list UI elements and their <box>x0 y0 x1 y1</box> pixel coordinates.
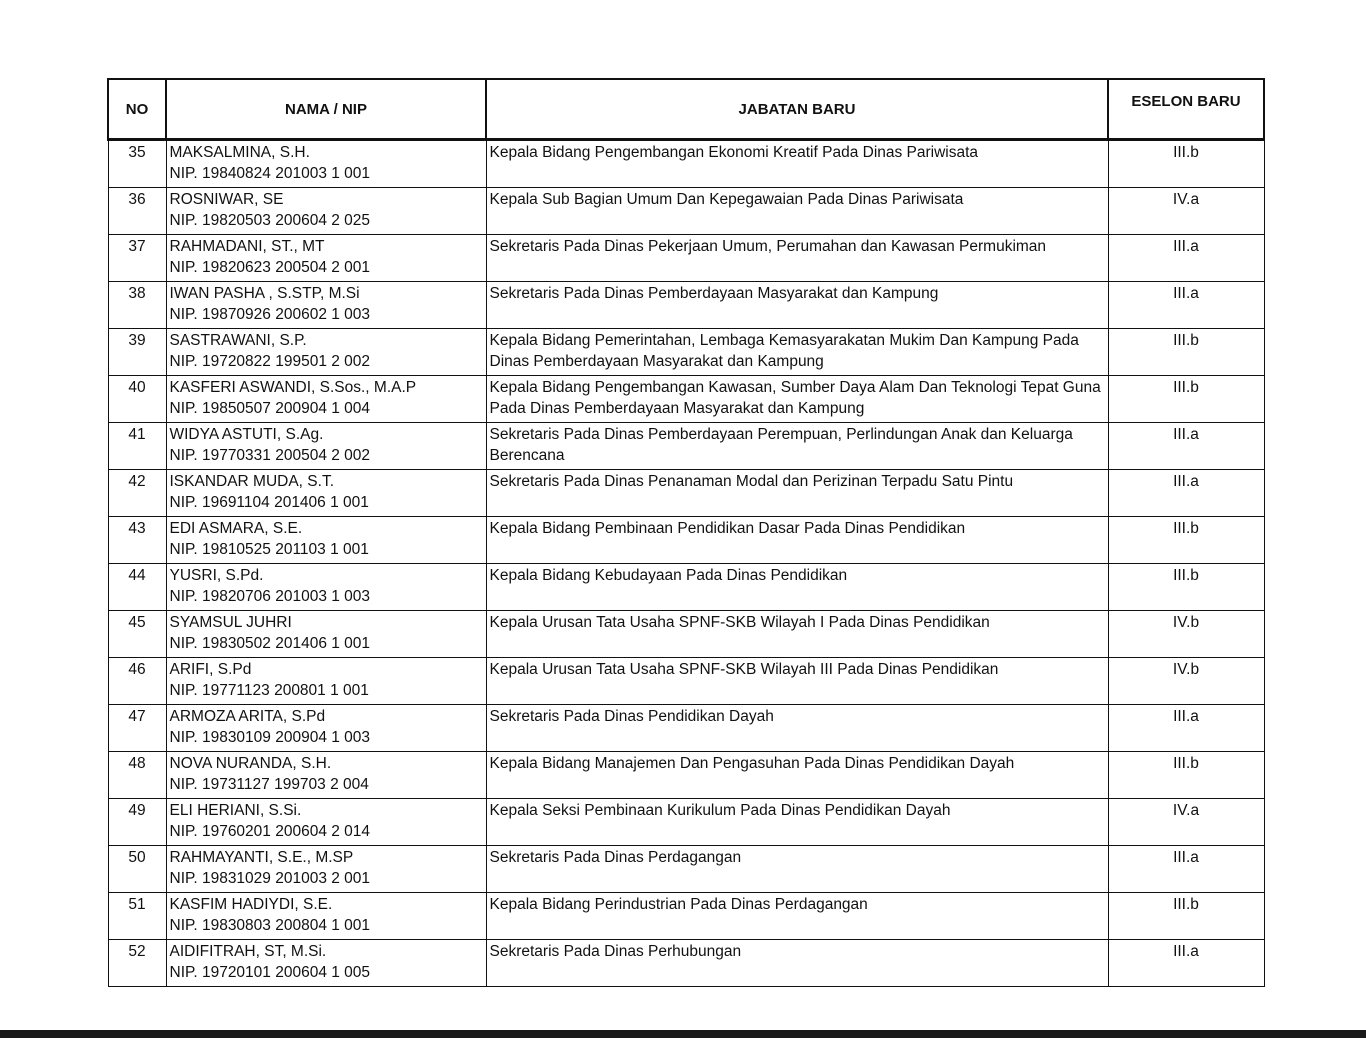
new-position: Kepala Bidang Kebudayaan Pada Dinas Pendidikan <box>489 567 848 584</box>
table-row <box>108 188 1264 235</box>
nama-nip-cell <box>166 470 486 517</box>
employee-name: KASFIM HADIYDI, S.E. <box>169 896 333 913</box>
page-bottom-edge <box>0 1030 1366 1038</box>
row-number: 40 <box>108 376 166 423</box>
row-number: 35 <box>108 140 166 188</box>
jabatan-cell <box>486 423 1108 470</box>
jabatan-cell <box>486 517 1108 564</box>
employee-name: ROSNIWAR, SE <box>169 191 284 208</box>
new-position: Sekretaris Pada Dinas Pemberdayaan Masyarakat dan Kampung <box>489 285 939 302</box>
eselon-cell: III.a <box>1108 470 1264 517</box>
jabatan-cell <box>486 705 1108 752</box>
jabatan-cell <box>486 188 1108 235</box>
employee-nip: NIP. 19820706 201003 1 003 <box>169 587 371 605</box>
eselon-cell: III.a <box>1108 282 1264 329</box>
nama-nip-cell <box>166 893 486 940</box>
document-page <box>107 78 1263 987</box>
employee-nip: NIP. 19810525 201103 1 001 <box>169 540 369 558</box>
table-row <box>108 846 1264 893</box>
eselon-cell: III.b <box>1108 376 1264 423</box>
jabatan-cell <box>486 846 1108 893</box>
eselon-cell: III.a <box>1108 235 1264 282</box>
nama-nip-cell <box>166 140 486 188</box>
employee-nip: NIP. 19720822 199501 2 002 <box>169 352 371 370</box>
employee-name: NOVA NURANDA, S.H. <box>169 755 332 772</box>
jabatan-cell <box>486 282 1108 329</box>
row-number: 44 <box>108 564 166 611</box>
row-number: 51 <box>108 893 166 940</box>
eselon-cell: III.a <box>1108 846 1264 893</box>
employee-name: ARIFI, S.Pd <box>169 661 252 678</box>
nama-nip-cell <box>166 846 486 893</box>
employee-nip: NIP. 19770331 200504 2 002 <box>169 446 371 464</box>
new-position: Kepala Bidang Pembinaan Pendidikan Dasar Pada Dinas Pendidikan <box>489 520 966 537</box>
new-position: Kepala Bidang Pemerintahan, Lembaga Kemasyarakatan Mukim Dan Kampung Pada Dinas Pemberdayaan Masyarakat dan Kampung <box>489 332 1079 370</box>
row-number: 42 <box>108 470 166 517</box>
employee-name: ARMOZA ARITA, S.Pd <box>169 708 326 725</box>
table-body <box>108 140 1264 987</box>
table-row <box>108 611 1264 658</box>
jabatan-cell <box>486 376 1108 423</box>
table-row <box>108 423 1264 470</box>
employee-nip: NIP. 19830109 200904 1 003 <box>169 728 371 746</box>
employee-nip: NIP. 19870926 200602 1 003 <box>169 305 371 323</box>
employee-name: RAHMADANI, ST., MT <box>169 238 325 255</box>
table-row <box>108 235 1264 282</box>
header-no: NO <box>108 79 166 140</box>
employee-name: EDI ASMARA, S.E. <box>169 520 303 537</box>
new-position: Sekretaris Pada Dinas Pendidikan Dayah <box>489 708 774 725</box>
table-header-row <box>108 79 1264 140</box>
employee-name: SASTRAWANI, S.P. <box>169 332 307 349</box>
employee-name: RAHMAYANTI, S.E., M.SP <box>169 849 354 866</box>
row-number: 43 <box>108 517 166 564</box>
table-row <box>108 752 1264 799</box>
table-row <box>108 658 1264 705</box>
eselon-cell: III.a <box>1108 705 1264 752</box>
nama-nip-cell <box>166 799 486 846</box>
nama-nip-cell <box>166 940 486 987</box>
table-row <box>108 329 1264 376</box>
row-number: 38 <box>108 282 166 329</box>
eselon-cell: IV.a <box>1108 799 1264 846</box>
jabatan-cell <box>486 799 1108 846</box>
eselon-cell: III.b <box>1108 752 1264 799</box>
nama-nip-cell <box>166 752 486 799</box>
employee-nip: NIP. 19691104 201406 1 001 <box>169 493 369 511</box>
nama-nip-cell <box>166 423 486 470</box>
employee-nip: NIP. 19830803 200804 1 001 <box>169 916 371 934</box>
jabatan-cell <box>486 564 1108 611</box>
jabatan-cell <box>486 658 1108 705</box>
employee-name: ISKANDAR MUDA, S.T. <box>169 473 334 490</box>
header-jabatan-baru: JABATAN BARU <box>486 79 1108 140</box>
new-position: Kepala Bidang Perindustrian Pada Dinas Perdagangan <box>489 896 868 913</box>
eselon-cell: III.a <box>1108 940 1264 987</box>
eselon-cell: III.b <box>1108 517 1264 564</box>
nama-nip-cell <box>166 376 486 423</box>
eselon-cell: III.b <box>1108 140 1264 188</box>
table-row <box>108 517 1264 564</box>
jabatan-cell <box>486 329 1108 376</box>
eselon-cell: IV.a <box>1108 188 1264 235</box>
new-position: Kepala Urusan Tata Usaha SPNF-SKB Wilayah III Pada Dinas Pendidikan <box>489 661 999 678</box>
eselon-cell: III.b <box>1108 893 1264 940</box>
employee-nip: NIP. 19820503 200604 2 025 <box>169 211 371 229</box>
row-number: 48 <box>108 752 166 799</box>
jabatan-cell <box>486 235 1108 282</box>
nama-nip-cell <box>166 329 486 376</box>
new-position: Kepala Bidang Pengembangan Kawasan, Sumber Daya Alam Dan Teknologi Tepat Guna Pada Dinas Pemberdayaan Masyarakat dan Kampung <box>489 379 1101 417</box>
row-number: 46 <box>108 658 166 705</box>
table-row <box>108 799 1264 846</box>
table-row <box>108 705 1264 752</box>
jabatan-cell <box>486 752 1108 799</box>
table-row <box>108 140 1264 188</box>
employee-nip: NIP. 19830502 201406 1 001 <box>169 634 371 652</box>
jabatan-cell <box>486 470 1108 517</box>
nama-nip-cell <box>166 517 486 564</box>
employee-name: YUSRI, S.Pd. <box>169 567 264 584</box>
nama-nip-cell <box>166 188 486 235</box>
table-row <box>108 470 1264 517</box>
new-position: Kepala Sub Bagian Umum Dan Kepegawaian Pada Dinas Pariwisata <box>489 191 964 208</box>
row-number: 45 <box>108 611 166 658</box>
nama-nip-cell <box>166 564 486 611</box>
row-number: 39 <box>108 329 166 376</box>
employee-name: WIDYA ASTUTI, S.Ag. <box>169 426 324 443</box>
employee-name: MAKSALMINA, S.H. <box>169 144 310 161</box>
employee-name: IWAN PASHA , S.STP, M.Si <box>169 285 360 302</box>
header-eselon-baru: ESELON BARU <box>1108 79 1264 140</box>
new-position: Sekretaris Pada Dinas Perdagangan <box>489 849 742 866</box>
table-row <box>108 940 1264 987</box>
nama-nip-cell <box>166 658 486 705</box>
nama-nip-cell <box>166 282 486 329</box>
row-number: 50 <box>108 846 166 893</box>
employee-nip: NIP. 19720101 200604 1 005 <box>169 963 371 981</box>
row-number: 41 <box>108 423 166 470</box>
employee-nip: NIP. 19731127 199703 2 004 <box>169 775 369 793</box>
nama-nip-cell <box>166 705 486 752</box>
table-row <box>108 376 1264 423</box>
row-number: 37 <box>108 235 166 282</box>
new-position: Kepala Bidang Pengembangan Ekonomi Kreatif Pada Dinas Pariwisata <box>489 144 979 161</box>
row-number: 47 <box>108 705 166 752</box>
employee-nip: NIP. 19760201 200604 2 014 <box>169 822 371 840</box>
row-number: 36 <box>108 188 166 235</box>
jabatan-cell <box>486 140 1108 188</box>
new-position: Kepala Bidang Manajemen Dan Pengasuhan Pada Dinas Pendidikan Dayah <box>489 755 1015 772</box>
eselon-cell: III.a <box>1108 423 1264 470</box>
jabatan-cell <box>486 940 1108 987</box>
employee-nip: NIP. 19831029 201003 2 001 <box>169 869 371 887</box>
new-position: Sekretaris Pada Dinas Penanaman Modal dan Perizinan Terpadu Satu Pintu <box>489 473 1014 490</box>
eselon-cell: IV.b <box>1108 611 1264 658</box>
nama-nip-cell <box>166 235 486 282</box>
appointment-table <box>107 78 1265 987</box>
table-row <box>108 282 1264 329</box>
new-position: Sekretaris Pada Dinas Perhubungan <box>489 943 742 960</box>
jabatan-cell <box>486 893 1108 940</box>
new-position: Sekretaris Pada Dinas Pemberdayaan Perempuan, Perlindungan Anak dan Keluarga Berencana <box>489 426 1073 464</box>
jabatan-cell <box>486 611 1108 658</box>
eselon-cell: III.b <box>1108 329 1264 376</box>
employee-name: AIDIFITRAH, ST, M.Si. <box>169 943 327 960</box>
employee-name: KASFERI ASWANDI, S.Sos., M.A.P <box>169 379 417 396</box>
row-number: 49 <box>108 799 166 846</box>
employee-nip: NIP. 19820623 200504 2 001 <box>169 258 371 276</box>
eselon-cell: III.b <box>1108 564 1264 611</box>
table-row <box>108 893 1264 940</box>
new-position: Kepala Urusan Tata Usaha SPNF-SKB Wilayah I Pada Dinas Pendidikan <box>489 614 990 631</box>
new-position: Sekretaris Pada Dinas Pekerjaan Umum, Perumahan dan Kawasan Permukiman <box>489 238 1047 255</box>
nama-nip-cell <box>166 611 486 658</box>
header-nama-nip: NAMA / NIP <box>166 79 486 140</box>
employee-name: SYAMSUL JUHRI <box>169 614 292 631</box>
row-number: 52 <box>108 940 166 987</box>
employee-nip: NIP. 19850507 200904 1 004 <box>169 399 371 417</box>
employee-nip: NIP. 19771123 200801 1 001 <box>169 681 369 699</box>
eselon-cell: IV.b <box>1108 658 1264 705</box>
employee-nip: NIP. 19840824 201003 1 001 <box>169 164 371 182</box>
new-position: Kepala Seksi Pembinaan Kurikulum Pada Dinas Pendidikan Dayah <box>489 802 951 819</box>
employee-name: ELI HERIANI, S.Si. <box>169 802 302 819</box>
table-row <box>108 564 1264 611</box>
